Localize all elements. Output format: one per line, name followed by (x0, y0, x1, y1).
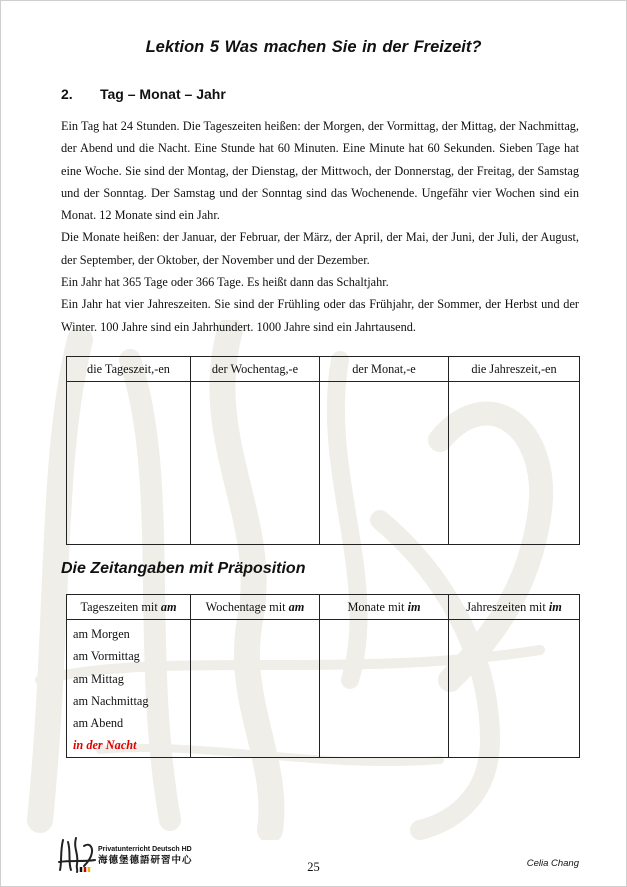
brand-name-en: Privatunterricht Deutsch HD (98, 846, 192, 853)
column-header: die Jahreszeit,-en (449, 357, 580, 382)
column-header: Wochentage mit am (191, 595, 320, 620)
answer-cell-monat[interactable] (320, 382, 449, 545)
list-item: am Vormittag (73, 649, 140, 664)
column-header: der Wochentag,-e (191, 357, 320, 382)
answer-cell-jahreszeiten[interactable] (449, 620, 580, 758)
column-header: Jahreszeiten mit im (449, 595, 580, 620)
table-header-row (67, 357, 580, 382)
lesson-title: Lektion 5 Was machen Sie in der Freizeit? (145, 38, 482, 56)
preposition-table (66, 594, 580, 758)
answer-cell-wochentage[interactable] (191, 620, 320, 758)
column-header: Tageszeiten mit am (67, 595, 191, 620)
table-row (67, 382, 580, 545)
paragraph: Die Monate heißen: der Januar, der Februar, der März, der April, der Mai, der Juni, der Juli, der August, der September, der Oktober, der November und der Dezember. (61, 230, 579, 267)
list-item: am Mittag (73, 671, 124, 686)
page-number: 25 (307, 860, 320, 874)
answer-cell-monate[interactable] (320, 620, 449, 758)
column-header: Monate mit im (320, 595, 449, 620)
paragraph: Ein Jahr hat vier Jahreszeiten. Sie sind der Frühling oder das Frühjahr, der Sommer, der Herbst und der Winter. 100 Jahre sind ein Jahrhundert. 1000 Jahre sind ein Jahrtausend. (61, 297, 579, 334)
preposition: im (548, 599, 562, 614)
subheading: Die Zeitangaben mit Präposition (61, 560, 306, 577)
tageszeiten-cell (67, 620, 191, 758)
list-item: am Nachmittag (73, 693, 149, 708)
section-title: Tag – Monat – Jahr (100, 86, 226, 102)
column-header: der Monat,-e (320, 357, 449, 382)
list-item: am Abend (73, 716, 124, 731)
preposition: am (288, 599, 305, 614)
preposition: im (407, 599, 421, 614)
answer-cell-wochentag[interactable] (191, 382, 320, 545)
column-header: die Tageszeit,-en (67, 357, 191, 382)
paragraph: Ein Jahr hat 365 Tage oder 366 Tage. Es heißt dann das Schaltjahr. (61, 275, 389, 290)
vocab-table (66, 356, 580, 545)
paragraph: Ein Tag hat 24 Stunden. Die Tageszeiten heißen: der Morgen, der Vormittag, der Mittag, der Nachmittag, der Abend und die Nacht. Eine Stunde hat 60 Minuten. Eine Minute hat 60 Sekunden. Sieben Tage hat eine Woche. Sie sind der Montag, der Dienstag, der Mittwoch, der Donnerstag, der Freitag, der Samstag und der Sonntag. Der Samstag und der Sonntag sind das Wochenende. Ungefähr vier Wochen sind ein Monat. 12 Monate sind ein Jahr. (61, 119, 579, 223)
tageszeiten-list (67, 620, 190, 757)
table-row (67, 620, 580, 758)
table-header-row (67, 595, 580, 620)
preposition: am (160, 599, 177, 614)
answer-cell-tageszeit[interactable] (67, 382, 191, 545)
list-item-highlight: in der Nacht (73, 738, 137, 753)
body-text (61, 115, 579, 338)
section-heading (61, 86, 226, 102)
author-name: Celia Chang (526, 858, 579, 869)
answer-cell-jahreszeit[interactable] (449, 382, 580, 545)
brand-name-zh: 海德堡德語研習中心 (98, 855, 193, 866)
list-item: am Morgen (73, 627, 130, 641)
section-number: 2. (61, 86, 73, 102)
